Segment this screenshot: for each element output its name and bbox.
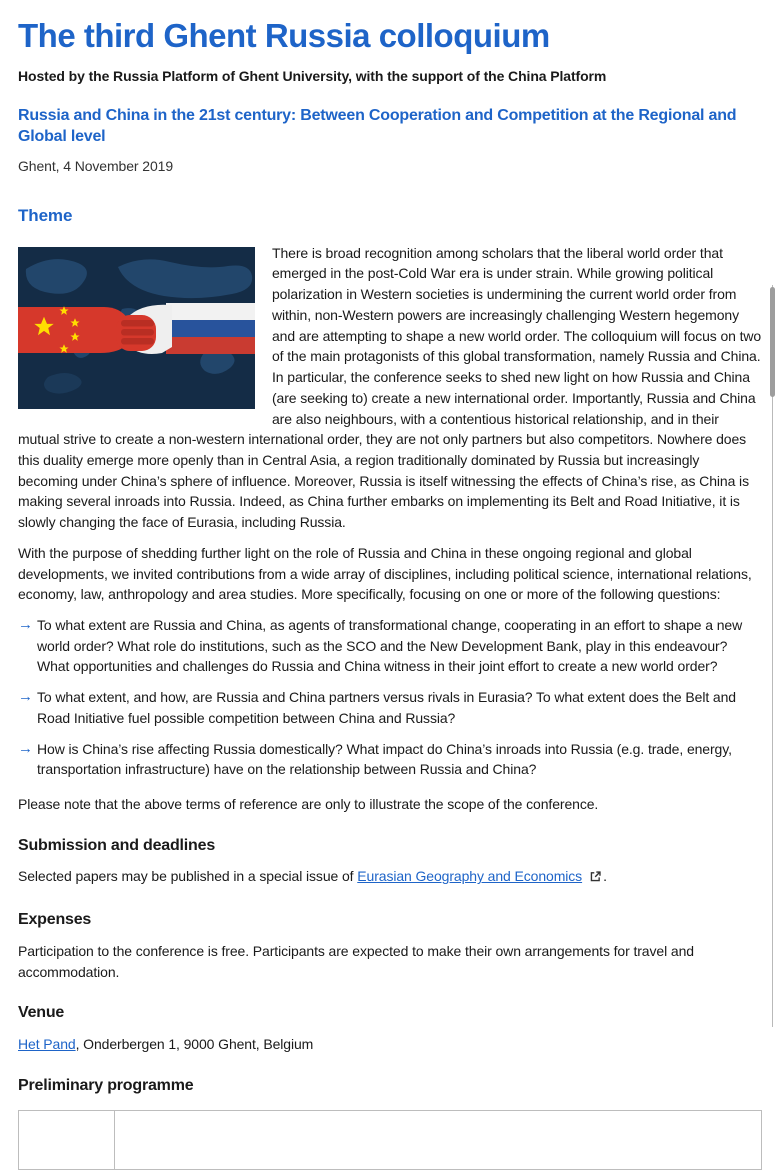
arrow-bullet-icon: → <box>18 615 33 633</box>
page-subtitle: Hosted by the Russia Platform of Ghent University, with the support of the China Platform <box>18 67 607 84</box>
question-item <box>18 687 762 728</box>
question-text: To what extent are Russia and China, as agents of transformational change, cooperating in an effort to shape a new world order? What role do institutions, such as the SCO and the New Development Bank, play in this endeavour? What opportunities and challenges do Russia and China witness in their joint effort to create a new world order? <box>37 616 743 675</box>
theme-heading: Theme <box>18 205 73 225</box>
scrollbar-thumb[interactable] <box>770 287 775 397</box>
theme-paragraph-purpose: With the purpose of shedding further light on the role of Russia and China in these ongoing regional and global developments, we invited contributions from a wide array of disciplines, including political science, international relations, economy, law, anthropology and area studies. More specifically, focusing on one or more of the following questions: <box>18 544 752 603</box>
expenses-heading: Expenses <box>18 911 92 929</box>
journal-link[interactable]: Eurasian Geography and Economics <box>357 868 583 885</box>
page-title: The third Ghent Russia colloquium <box>18 17 550 54</box>
submission-text-before: Selected papers may be published in a special issue of <box>18 868 358 885</box>
submission-text <box>18 866 762 889</box>
question-text: How is China’s rise affecting Russia domestically? What impact do China’s inroads into Russia (e.g. trade, energy, transportation infrastructure) have on the relationship between Russia and China? <box>37 740 732 778</box>
venue-address: , Onderbergen 1, 9000 Ghent, Belgium <box>75 1035 314 1052</box>
expenses-text: Participation to the conference is free. Participants are expected to make their own arrangements for travel and accommodation. <box>18 942 694 980</box>
event-date: Ghent, 4 November 2019 <box>18 157 174 174</box>
external-link-icon <box>589 868 602 889</box>
theme-section <box>18 243 762 533</box>
scope-note: Please note that the above terms of reference are only to illustrate the scope of the conference. <box>18 796 599 812</box>
venue-text <box>18 1034 762 1055</box>
arrow-bullet-icon: → <box>18 688 33 706</box>
submission-text-after: . <box>603 868 607 885</box>
programme-table-time-column <box>18 1110 115 1170</box>
programme-table-description-column <box>114 1110 762 1170</box>
submission-heading: Submission and deadlines <box>18 836 216 854</box>
question-item <box>18 739 762 780</box>
venue-link[interactable]: Het Pand <box>18 1035 76 1052</box>
russia-china-handshake-image <box>18 247 255 409</box>
question-item <box>18 615 762 677</box>
colloquium-page <box>18 17 762 1170</box>
question-text: To what extent, and how, are Russia and China partners versus rivals in Eurasia? To what extent does the Belt and Road Initiative fuel possible competition between China and Russia? <box>37 689 736 726</box>
arrow-bullet-icon: → <box>18 739 33 757</box>
programme-heading: Preliminary programme <box>18 1076 194 1094</box>
programme-table <box>18 1110 762 1170</box>
theme-paragraph-intro: There is broad recognition among scholars that the liberal world order that emerged in the post-Cold War era is under strain. While growing political polarization in Western societies is undermining the current world order from within, non-Western powers are increasingly challenging Western hegemony and are attempting to shape a new world order. The colloquium will focus on two of the main protagonists of this global transformation, namely Russia and China. In particular, the conference seeks to shed new light on how Russia and China (are seeking to) create a new international order. Importantly, Russia and China are also neighbours, with a contentious historical relationship, and in their mutual strive to create a non-western international order, they are not only partners but also competitors. Nowhere does this duality emerge more openly than in Central Asia, a region traditionally dominated by Russia but increasingly becoming under China’s sphere of influence. Moreover, Russia is itself witnessing the effects of China’s rise, as China is making several inroads into Russia. Indeed, as China further embarks on implementing its Belt and Road Initiative, it is slowly changing the face of Eurasia, including Russia. <box>18 244 762 531</box>
event-title: Russia and China in the 21st century: Between Cooperation and Competition at the Regional and Global level <box>18 106 737 145</box>
venue-heading: Venue <box>18 1004 65 1022</box>
